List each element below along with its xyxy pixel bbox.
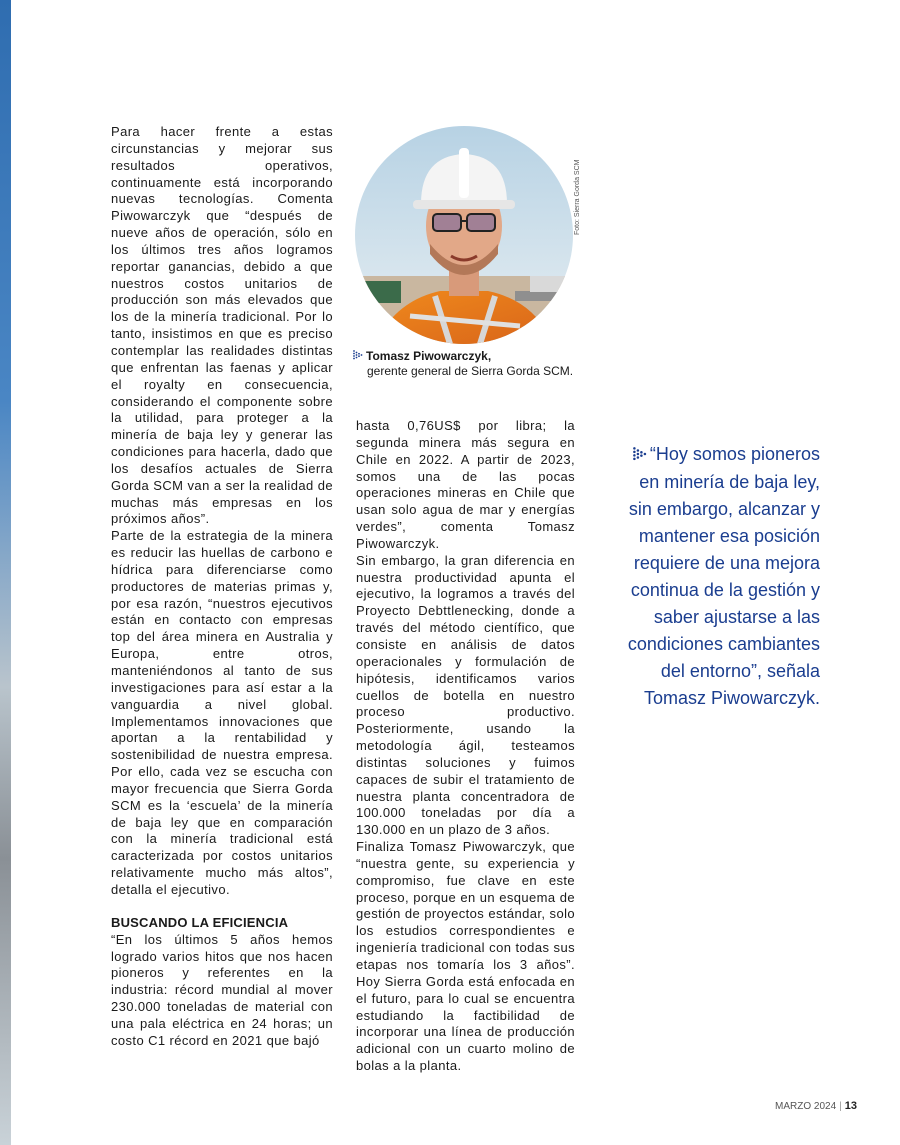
- issue-date: MARZO 2024: [775, 1101, 837, 1112]
- photo-credit: Foto: Sierra Gorda SCM: [574, 159, 581, 235]
- pull-quote-text: “Hoy somos pioneros en minería de baja ley, sin embargo, alcanzar y mantener esa posición requiere de una mejora continua de la gestión y saber ajustarse a las condiciones cambiantes del entorno”, señala Tomasz Piwowarczyk.: [627, 444, 820, 708]
- section-heading: BUSCANDO LA EFICIENCIA: [111, 914, 289, 930]
- pull-quote: [612, 441, 820, 712]
- paragraph: Finaliza Tomasz Piwowarczyk, que “nuestra gente, su experiencia y compromiso, fue clave en este proceso, porque en un esquema de gestión de proyectos estándar, solo los estudios correspondientes e ingeniería tradicional con todas sus etapas nos tomaría los 3 años”. Hoy Sierra Gorda está enfocada en el futuro, para lo cual se encuentra estudiando la factibilidad de incorporar una línea de producción adicional con un cuarto molino de bolas a la planta.: [356, 839, 575, 1074]
- paragraph: Para hacer frente a estas circunstancias y mejorar sus resultados operativos, continuamente está incorporando nuevas tecnologías. Comenta Piwowarczyk que “después de nueve años de operación, sólo en los últimos tres años logramos reportar ganancias, debido a que nuestros costos unitarios de producción son más elevados que los de la minería tradicional. Por lo tanto, insistimos en que es preciso contemplar las realidades distintas que enfrentan las faenas y aplicar el royalty en consecuencia, considerando el componente sobre la utilidad, para proteger a la minería de baja ley y generar las condiciones para hacerla, dado que los desafíos actuales de Sierra Gorda SCM van a ser la realidad de muchas más empresas en los próximos años”.: [111, 124, 333, 527]
- page-footer: [775, 1100, 857, 1112]
- caption-name: Tomasz Piwowarczyk,: [366, 349, 492, 363]
- portrait-photo: [355, 126, 573, 344]
- caption-role: gerente general de Sierra Gorda SCM.: [367, 364, 574, 379]
- dotted-triangle-icon: [353, 349, 363, 364]
- middle-column: [356, 418, 575, 1075]
- left-column: [111, 124, 333, 1050]
- paragraph: hasta 0,76US$ por libra; la segunda minera más segura en Chile en 2022. A partir de 2023, somos una de las pocas operaciones mineras en Chile que usan solo agua de mar y energías verdes”, comenta Tomasz Piwowarczyk.: [356, 418, 575, 551]
- footer-separator: |: [839, 1101, 842, 1112]
- page-edge-decoration: [0, 0, 11, 1145]
- page-number: 13: [844, 1100, 857, 1112]
- photo-caption: [353, 349, 573, 379]
- paragraph: “En los últimos 5 años hemos logrado varios hitos que nos hacen pioneros y referentes en la industria: récord mundial al mover 230.000 toneladas de material con una pala eléctrica en 24 horas; un costo C1 récord en 2021 que bajó: [111, 931, 333, 1048]
- dotted-triangle-icon: [633, 442, 647, 469]
- paragraph: Parte de la estrategia de la minera es reducir las huellas de carbono e hídrica para diferenciarse como productores de materias primas y, por esa razón, “nuestros ejecutivos están en contacto con empresas top del área minera en Australia y Europa, entre otros, manteniéndonos al tanto de sus investigaciones para así estar a la vanguardia a nivel global. Implementamos innovaciones que aportan a la rentabilidad y sostenibilidad de nuestra empresa. Por ello, cada vez se escucha con mayor frecuencia que Sierra Gorda SCM es la ‘escuela’ de la minería de baja ley que en comparación con la minería tradicional está caracterizada por costos unitarios relativamente mucho más altos”, detalla el ejecutivo.: [111, 528, 333, 897]
- paragraph: Sin embargo, la gran diferencia en nuestra productividad apunta el ejecutivo, la logramos a través del Proyecto Debttlenecking, donde a través del método científico, que consiste en análisis de datos operacionales y formulación de hipótesis, identificamos varios cuellos de botella en nuestro proceso productivo. Posteriormente, usando la metodología ágil, testeamos distintas soluciones y fuimos capaces de subir el tratamiento de nuestra planta concentradora de 100.000 toneladas por día a 130.000 en un plazo de 3 años.: [356, 552, 575, 838]
